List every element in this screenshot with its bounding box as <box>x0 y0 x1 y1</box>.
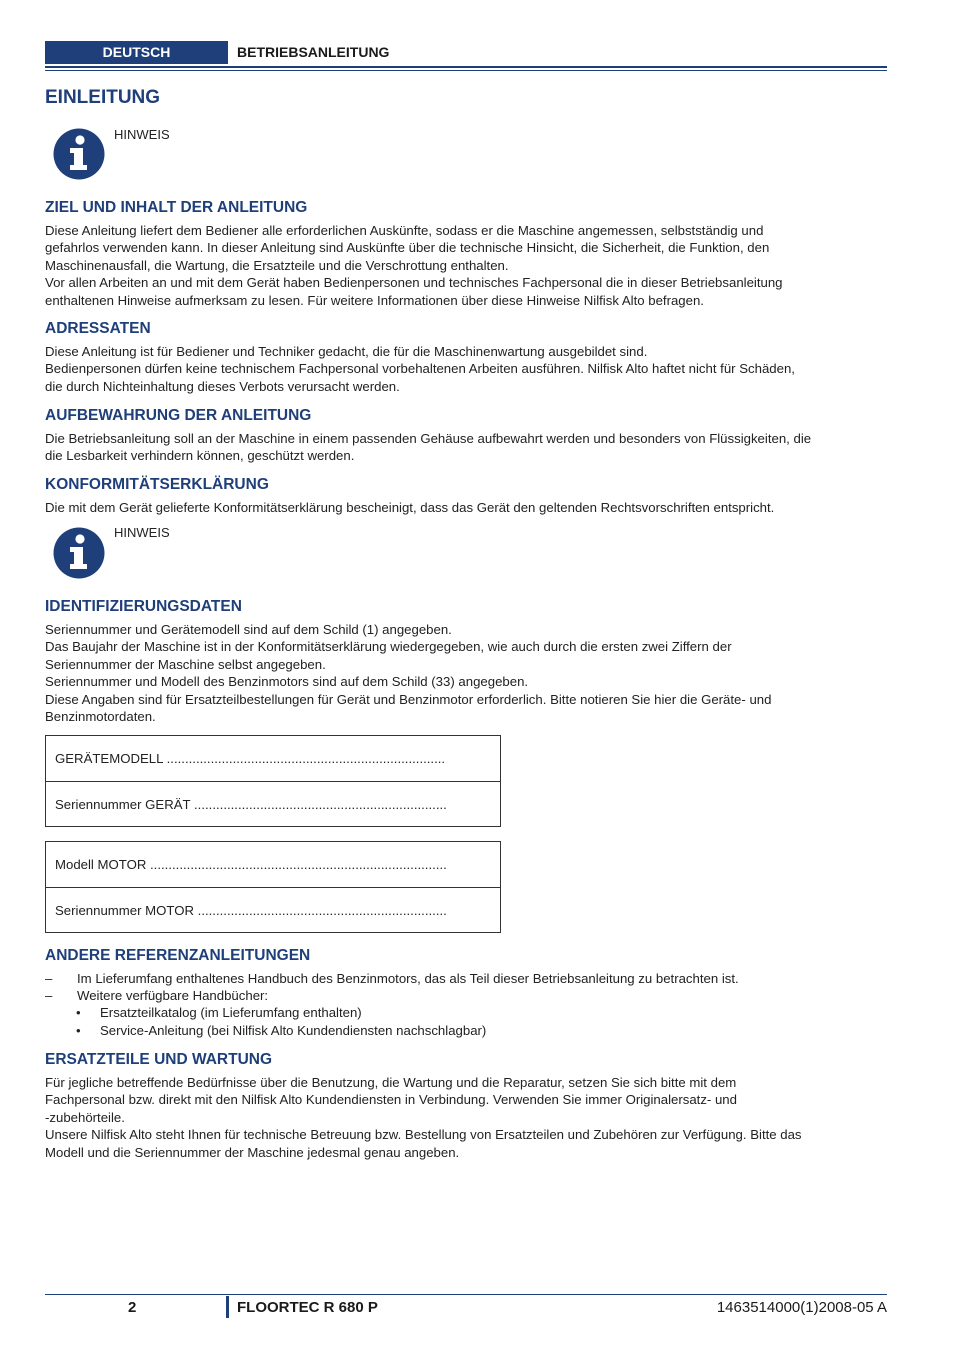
text-line: Benzinmotordaten. <box>45 709 156 725</box>
text-line: -zubehörteile. <box>45 1109 125 1125</box>
text-line: Modell und die Seriennummer der Maschine jedesmal genau angeben. <box>45 1144 460 1160</box>
engine-data-box <box>45 841 501 933</box>
footer-separator <box>226 1296 229 1318</box>
heading-referenz: ANDERE REFERENZANLEITUNGEN <box>45 947 311 964</box>
heading-adressaten: ADRESSATEN <box>45 320 151 337</box>
text-aufbewahrung <box>45 430 890 465</box>
list-item <box>45 1022 890 1039</box>
dash-marker: – <box>45 988 53 1003</box>
text-line: Maschinenausfall, die Wartung, die Ersatzteile und die Verschrottung enthalten. <box>45 257 509 273</box>
engine-serial-field[interactable]: Seriennummer MOTOR .................................................................... <box>46 887 500 932</box>
list-item-text: Im Lieferumfang enthaltenes Handbuch des Benzinmotors, das als Teil dieser Betriebsanleitung zu betrachten ist. <box>77 971 739 986</box>
notice-label: HINWEIS <box>114 525 170 540</box>
heading-identifizierung: IDENTIFIZIERUNGSDATEN <box>45 598 242 615</box>
heading-aufbewahrung: AUFBEWAHRUNG DER ANLEITUNG <box>45 407 312 424</box>
machine-data-box <box>45 735 501 827</box>
heading-ersatzteile: ERSATZTEILE UND WARTUNG <box>45 1051 273 1068</box>
list-item-text: Weitere verfügbare Handbücher: <box>77 988 269 1003</box>
info-icon <box>53 128 105 180</box>
info-icon <box>53 527 105 579</box>
text-line: Seriennummer und Modell des Benzinmotors sind auf dem Schild (33) angegeben. <box>45 674 529 690</box>
text-line: Vor allen Arbeiten an und mit dem Gerät haben Bedienpersonen und technisches Fachpersonal die in dieser Betriebsanleitung <box>45 275 783 291</box>
heading-ziel: ZIEL UND INHALT DER ANLEITUNG <box>45 199 308 216</box>
footer-rule <box>45 1294 887 1295</box>
text-line: Für jegliche betreffende Bedürfnisse über die Benutzung, die Wartung und die Reparatur, setzen Sie sich bitte mit dem <box>45 1075 737 1090</box>
text-konformitaet <box>45 499 890 516</box>
text-ersatzteile <box>45 1074 890 1161</box>
heading-konformitaet: KONFORMITÄTSERKLÄRUNG <box>45 476 269 493</box>
machine-serial-field[interactable]: Seriennummer GERÄT ..................................................................... <box>46 781 500 826</box>
text-line: gefahrlos verwenden kann. In dieser Anleitung sind Auskünfte über die technische Hinsicht, die Sicherheit, die Funktion, den <box>45 240 770 256</box>
engine-model-field[interactable]: Modell MOTOR ................................................................................. <box>55 857 447 872</box>
text-line: Die mit dem Gerät gelieferte Konformitätserklärung bescheinigt, dass das Gerät den geltenden Rechtsvorschriften entspricht. <box>45 500 775 515</box>
document-code: 1463514000(1)2008-05 A <box>716 1299 887 1316</box>
dash-marker: – <box>45 971 53 986</box>
list-item <box>45 970 890 987</box>
footer-model: FLOORTEC R 680 P <box>237 1299 378 1316</box>
bullet-marker: • <box>76 1005 81 1020</box>
text-line: Das Baujahr der Maschine ist in der Konformitätserklärung wiedergegeben, wie auch durch die ersten zwei Ziffern der <box>45 639 732 655</box>
text-line: Seriennummer und Gerätemodell sind auf dem Schild (1) angegeben. <box>45 622 452 637</box>
language-tab: DEUTSCH <box>45 41 228 64</box>
text-adressaten <box>45 343 890 395</box>
text-line: Diese Anleitung ist für Bediener und Techniker gedacht, die für die Maschinenwartung ausgebildet sind. <box>45 344 648 359</box>
list-item <box>45 1004 890 1021</box>
text-line: Seriennummer der Maschine selbst angegeben. <box>45 656 326 672</box>
text-line: Bedienpersonen dürfen keine technischem Fachpersonal vorbehaltenen Arbeiten ausführen. Nilfisk Alto haftet nicht für Schäden, <box>45 361 795 377</box>
list-item <box>45 987 890 1004</box>
text-line: Unsere Nilfisk Alto steht Ihnen für technische Betreuung bzw. Bestellung von Ersatzteilen und Zubehören zur Verfügung. Bitte das <box>45 1127 802 1143</box>
list-item-text: Ersatzteilkatalog (im Lieferumfang enthalten) <box>100 1005 362 1020</box>
text-line: Fachpersonal bzw. direkt mit den Nilfisk Alto Kundendiensten in Verbindung. Verwenden Sie immer Originalersatz- und <box>45 1092 737 1108</box>
text-line: enthaltenen Hinweise aufmerksam zu lesen. Für weitere Informationen über diese Hinweise Nilfisk Alto befragen. <box>45 292 704 308</box>
text-line: Die Betriebsanleitung soll an der Maschine in einem passenden Gehäuse aufbewahrt werden und besonders von Flüssigkeiten, die <box>45 431 812 446</box>
text-identifizierung <box>45 621 890 725</box>
header-rule <box>45 66 887 68</box>
list-item-text: Service-Anleitung (bei Nilfisk Alto Kundendiensten nachschlagbar) <box>100 1023 487 1038</box>
text-ziel <box>45 222 890 309</box>
text-line: die Lesbarkeit verhindern können, geschützt werden. <box>45 448 355 464</box>
text-line: Diese Angaben sind für Ersatzteilbestellungen für Gerät und Benzinmotor erforderlich. Bitte notieren Sie hier die Geräte- und <box>45 691 772 707</box>
notice-label: HINWEIS <box>114 127 170 142</box>
page-number: 2 <box>128 1299 137 1316</box>
bullet-marker: • <box>76 1023 81 1038</box>
text-line: die durch Nichteinhaltung dieses Verbots verursacht werden. <box>45 378 400 394</box>
page-title: EINLEITUNG <box>45 87 161 108</box>
machine-model-field[interactable]: GERÄTEMODELL ............................................................................ <box>55 751 446 766</box>
header-rule-thin <box>45 70 887 71</box>
manual-title: BETRIEBSANLEITUNG <box>237 44 390 60</box>
text-line: Diese Anleitung liefert dem Bediener alle erforderlichen Auskünfte, sodass er die Maschine angemessen, selbstständig und <box>45 223 764 238</box>
